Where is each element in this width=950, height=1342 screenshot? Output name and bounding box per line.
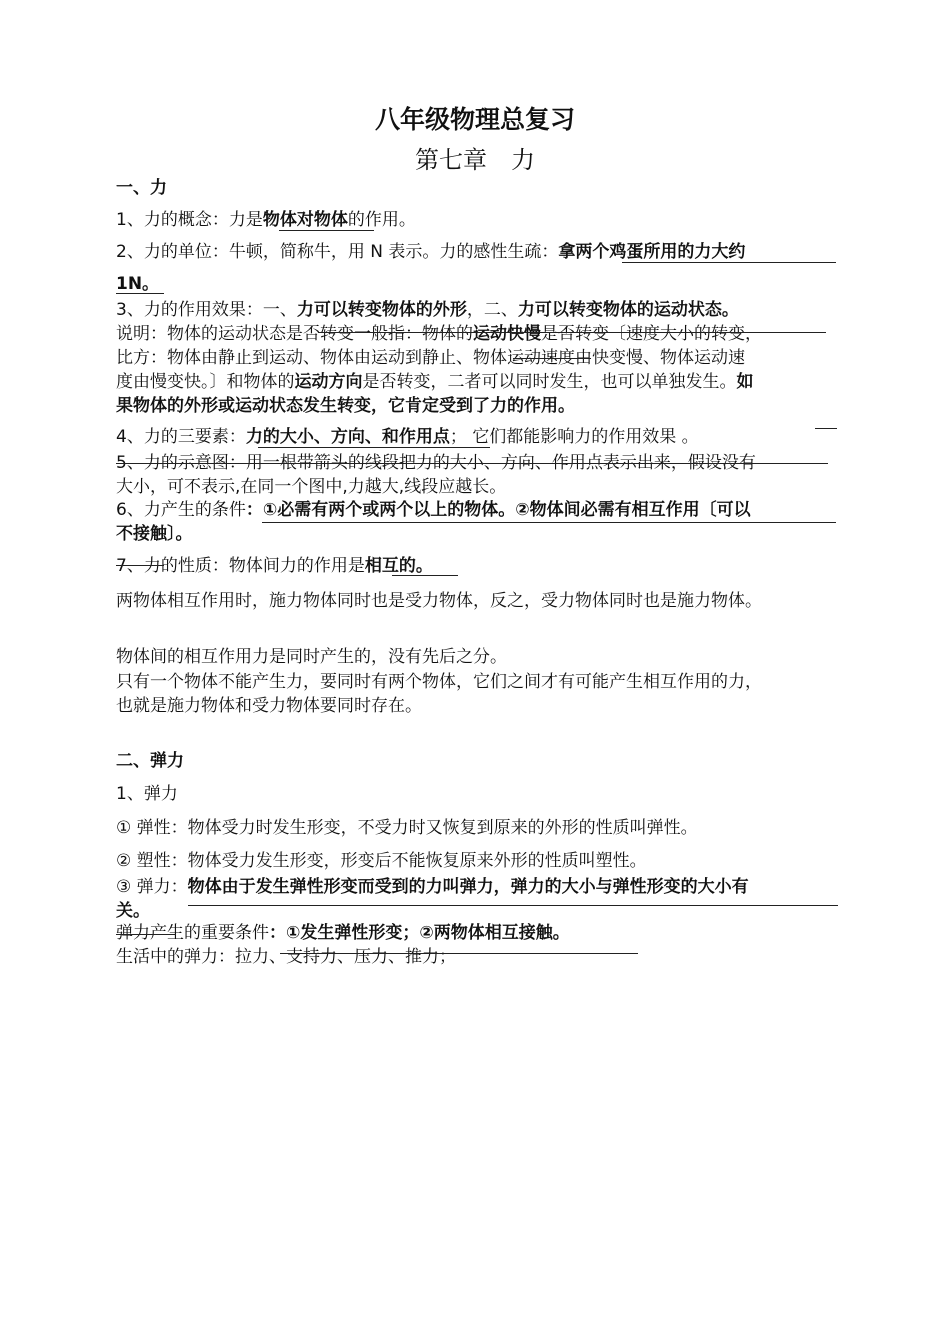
motion-state-explain-2: 比方：物体由静止到运动、物体由运动到静止、物体运动速度由快变慢、物体运动速 [116, 348, 745, 368]
force-unit-line: 2、力的单位：牛顿，简称牛，用 N 表示。力的感性生疏：拿两个鸡蛋所用的力大约 [116, 242, 746, 262]
underline-mark [280, 953, 638, 954]
elastic-subheading: 1、弹力 [116, 784, 178, 804]
paragraph-mutual-3a: 只有一个物体不能产生力，要同时有两个物体，它们之间才有可能产生相互作用的力， [116, 672, 762, 692]
motion-state-explain-1: 说明：物体的运动状态是否转变一般指：物体的运动快慢是否转变〔速度大小的转变， [116, 324, 762, 344]
force-conditions-line-cont: 不接触〕。 [116, 524, 193, 544]
plasticity-line: ② 塑性：物体受力发生形变，形变后不能恢复原来外形的性质叫塑性。 [116, 851, 647, 871]
force-effects-line: 3、力的作用效果：一、力可以转变物体的外形，二、力可以转变物体的运动状态。 [116, 300, 739, 320]
force-conditions-line: 6、力产生的条件：①必需有两个或两个以上的物体。②物体间必需有相互作用〔可以 [116, 500, 751, 520]
strike-mark [318, 332, 826, 333]
strike-mark [116, 934, 176, 935]
force-property-line: 7、力的性质：物体间力的作用是相互的。 [116, 556, 433, 576]
strike-mark [116, 565, 164, 566]
underline-mark [392, 575, 458, 576]
force-diagram-line-2: 大小，可不表示,在同一个图中,力越大,线段应越长。 [116, 477, 507, 497]
underline-mark [258, 447, 490, 448]
elasticity-line: ① 弹性：物体受力时发生形变，不受力时又恢复到原来的外形的性质叫弹性。 [116, 818, 698, 838]
underline-mark [622, 262, 836, 263]
force-unit-line-cont: 1N。 [116, 274, 160, 294]
section-heading-force: 一、力 [116, 178, 167, 198]
three-elements-line: 4、力的三要素：力的大小、方向、和作用点； 它们都能影响力的作用效果 。 [116, 427, 699, 447]
dash-mark [815, 428, 837, 429]
paragraph-mutual-1: 两物体相互作用时，施力物体同时也是受力物体，反之，受力物体同时也是施力物体。 [116, 591, 762, 611]
elastic-conditions-line: 弹力产生的重要条件：①发生弹性形变；②两物体相互接触。 [116, 923, 570, 943]
underline-mark [188, 905, 838, 906]
paragraph-mutual-3b: 也就是施力物体和受力物体要同时存在。 [116, 696, 422, 716]
paragraph-mutual-2: 物体间的相互作用力是同时产生的，没有先后之分。 [116, 647, 507, 667]
elastic-force-line-cont: 关。 [116, 901, 150, 921]
underline-mark [116, 293, 164, 294]
chapter-title: 第七章 力 [415, 146, 535, 174]
strike-mark [116, 463, 828, 464]
document-title: 八年级物理总复习 [374, 105, 575, 134]
force-diagram-line-1: 5、力的示意图：用一根带箭头的线段把力的大小、方向、作用点表示出来，假设没有 [116, 453, 756, 473]
strike-mark [513, 358, 591, 359]
motion-state-explain-3: 度由慢变快。〕和物体的运动方向是否转变，二者可以同时发生，也可以单独发生。如 [116, 372, 754, 392]
underline-mark [262, 522, 836, 523]
section-heading-elastic: 二、弹力 [116, 751, 184, 771]
motion-state-explain-4: 果物体的外形或运动状态发生转变，它肯定受到了力的作用。 [116, 396, 575, 416]
force-concept-line: 1、力的概念：力是物体对物体的作用。 [116, 210, 416, 230]
elastic-force-line: ③ 弹力：物体由于发生弹性形变而受到的力叫弹力，弹力的大小与弹性形变的大小有 [116, 877, 749, 897]
underline-mark [279, 230, 374, 231]
everyday-elastic-line: 生活中的弹力：拉力、支持力、压力、推力； [116, 947, 456, 967]
